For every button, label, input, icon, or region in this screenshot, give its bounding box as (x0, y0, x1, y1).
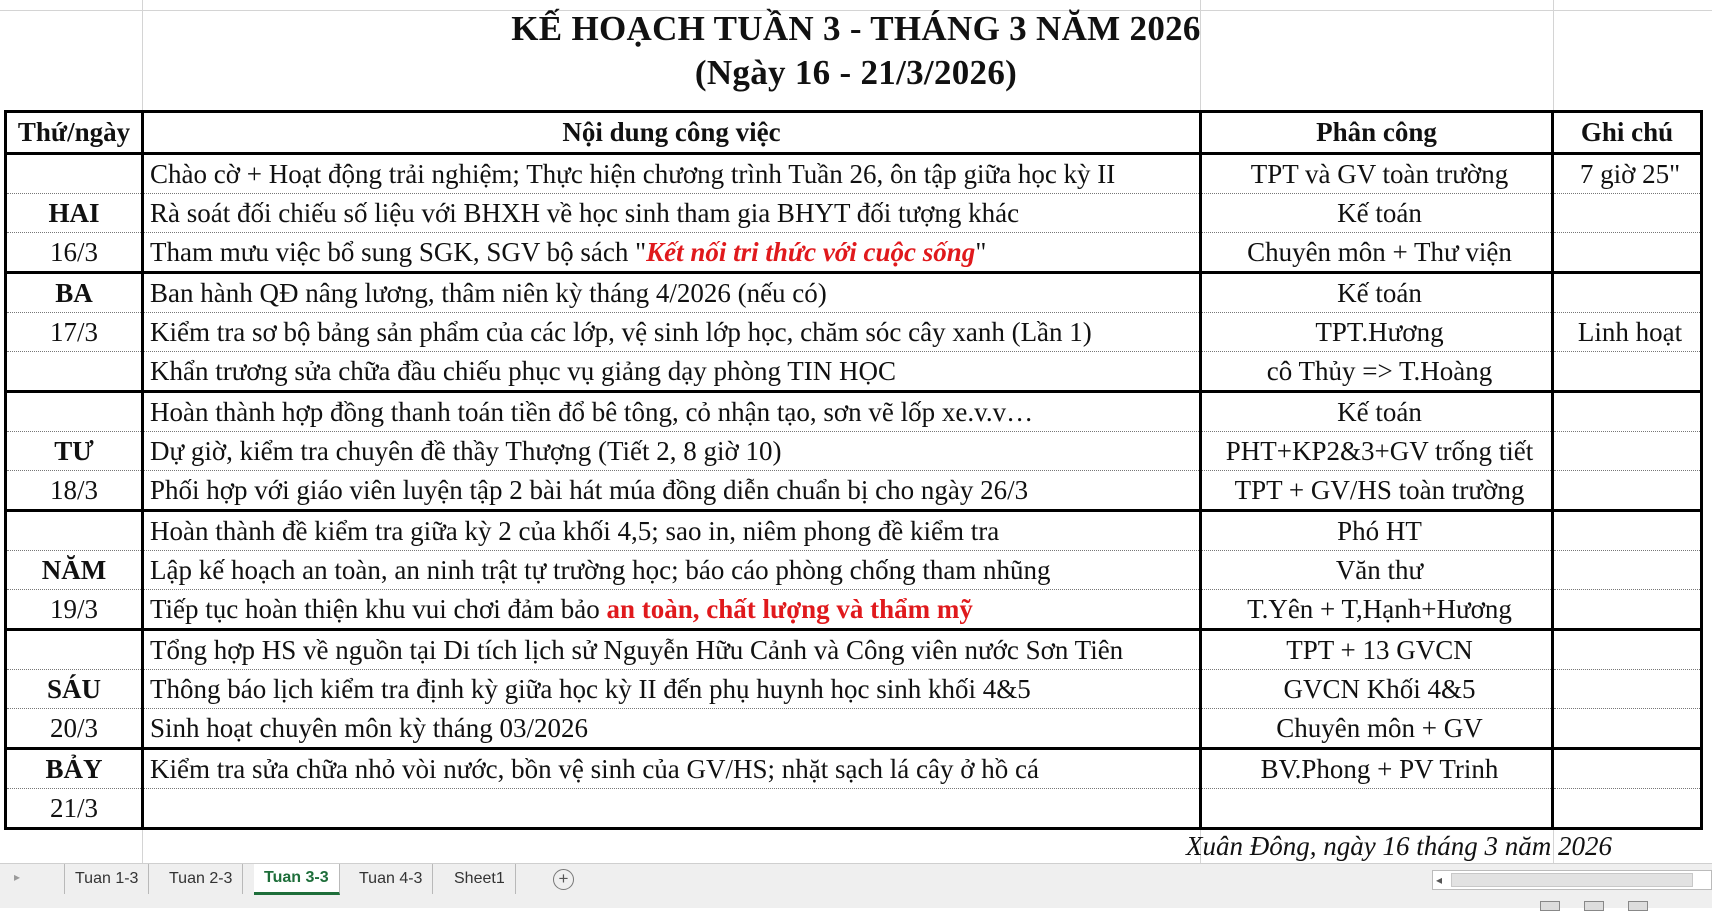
task-cell[interactable]: Hoàn thành hợp đồng thanh toán tiền đổ bê tông, cỏ nhận tạo, sơn vẽ lốp xe.v.v… (143, 392, 1201, 432)
day-date[interactable]: 19/3 (6, 590, 143, 630)
scroll-left-icon[interactable]: ◂ (1436, 873, 1443, 887)
day-cell[interactable] (6, 630, 143, 670)
assignee-cell[interactable]: Kế toán (1201, 392, 1553, 432)
note-cell[interactable] (1553, 511, 1702, 551)
sheet-tab-active[interactable]: Tuan 3-3 (254, 864, 340, 895)
table-row (6, 551, 1702, 590)
day-cell[interactable] (6, 392, 143, 432)
task-cell[interactable]: Kiểm tra sửa chữa nhỏ vòi nước, bồn vệ sinh của GV/HS; nhặt sạch lá cây ở hồ cá (143, 749, 1201, 789)
note-cell[interactable] (1553, 194, 1702, 233)
table-row (6, 392, 1702, 432)
note-cell[interactable] (1553, 590, 1702, 630)
table-row (6, 313, 1702, 352)
normal-view-icon[interactable] (1540, 901, 1560, 911)
table-row (6, 273, 1702, 313)
sheet-tab[interactable]: Tuan 1-3 (64, 864, 149, 894)
note-cell[interactable] (1553, 709, 1702, 749)
table-row (6, 709, 1702, 749)
task-cell[interactable] (143, 590, 1201, 630)
task-cell[interactable]: Ban hành QĐ nâng lương, thâm niên kỳ tháng 4/2026 (nếu có) (143, 273, 1201, 313)
task-cell[interactable]: Rà soát đối chiếu số liệu với BHXH về học sinh tham gia BHYT đối tượng khác (143, 194, 1201, 233)
note-cell[interactable] (1553, 233, 1702, 273)
day-name[interactable]: NĂM (6, 551, 143, 590)
day-date[interactable]: 16/3 (6, 233, 143, 273)
table-header-row (6, 112, 1702, 154)
assignee-cell[interactable]: Văn thư (1201, 551, 1553, 590)
assignee-cell[interactable]: Phó HT (1201, 511, 1553, 551)
assignee-cell[interactable]: TPT + 13 GVCN (1201, 630, 1553, 670)
note-cell[interactable] (1553, 670, 1702, 709)
assignee-cell[interactable]: TPT và GV toàn trường (1201, 154, 1553, 194)
assignee-cell[interactable]: PHT+KP2&3+GV trống tiết (1201, 432, 1553, 471)
task-cell[interactable]: Tổng hợp HS về nguồn tại Di tích lịch sử Nguyễn Hữu Cảnh và Công viên nước Sơn Tiên (143, 630, 1201, 670)
day-name[interactable]: BẢY (6, 749, 143, 789)
task-cell[interactable]: Khẩn trương sửa chữa đầu chiếu phục vụ giảng dạy phòng TIN HỌC (143, 352, 1201, 392)
assignee-cell[interactable]: BV.Phong + PV Trinh (1201, 749, 1553, 789)
table-row (6, 194, 1702, 233)
table-row (6, 511, 1702, 551)
task-text: Tiếp tục hoàn thiện khu vui chơi đảm bảo (150, 593, 607, 624)
note-cell[interactable]: 7 giờ 25" (1553, 154, 1702, 194)
task-cell[interactable]: Dự giờ, kiểm tra chuyên đề thầy Thượng (Tiết 2, 8 giờ 10) (143, 432, 1201, 471)
horizontal-scrollbar[interactable] (1432, 870, 1712, 890)
signoff-place-date: Xuân Đông, ngày 16 tháng 3 năm 2026 (1186, 831, 1612, 861)
task-text: Tham mưu việc bổ sung SGK, SGV bộ sách " (150, 236, 647, 267)
note-cell[interactable] (1553, 551, 1702, 590)
note-cell[interactable] (1553, 432, 1702, 471)
assignee-cell[interactable]: TPT.Hương (1201, 313, 1553, 352)
day-date[interactable]: 17/3 (6, 313, 143, 352)
plan-title: KẾ HOẠCH TUẦN 3 - THÁNG 3 NĂM 2026 (511, 9, 1201, 48)
header-day[interactable]: Thứ/ngày (6, 112, 143, 154)
task-cell[interactable]: Thông báo lịch kiểm tra định kỳ giữa học kỳ II đến phụ huynh học sinh khối 4&5 (143, 670, 1201, 709)
plan-date-range: (Ngày 16 - 21/3/2026) (694, 53, 1018, 92)
day-date[interactable]: 21/3 (6, 789, 143, 829)
note-cell[interactable] (1553, 273, 1702, 313)
note-cell[interactable] (1553, 392, 1702, 432)
table-row (6, 432, 1702, 471)
day-date[interactable]: 20/3 (6, 709, 143, 749)
day-cell[interactable] (6, 511, 143, 551)
table-row (6, 670, 1702, 709)
table-row (6, 789, 1702, 829)
sheet-tab-bar (0, 863, 1712, 908)
header-note[interactable]: Ghi chú (1553, 112, 1702, 154)
scrollbar-thumb[interactable] (1451, 873, 1693, 887)
page-break-view-icon[interactable] (1628, 901, 1648, 911)
task-cell[interactable]: Phối hợp với giáo viên luyện tập 2 bài hát múa đồng diễn chuẩn bị cho ngày 26/3 (143, 471, 1201, 511)
task-cell[interactable]: Hoàn thành đề kiểm tra giữa kỳ 2 của khối 4,5; sao in, niêm phong đề kiểm tra (143, 511, 1201, 551)
sheet-tab[interactable]: Tuan 4-3 (349, 864, 433, 894)
sheet-tab[interactable]: Tuan 2-3 (159, 864, 243, 894)
task-cell[interactable]: Kiểm tra sơ bộ bảng sản phẩm của các lớp, vệ sinh lớp học, chăm sóc cây xanh (Lần 1) (143, 313, 1201, 352)
note-cell[interactable] (1553, 471, 1702, 511)
table-row (6, 471, 1702, 511)
sheet-tab[interactable]: Sheet1 (444, 864, 516, 894)
table-row (6, 154, 1702, 194)
day-name[interactable]: TƯ (6, 432, 143, 471)
day-name[interactable]: SÁU (6, 670, 143, 709)
page-layout-view-icon[interactable] (1584, 901, 1604, 911)
table-row (6, 590, 1702, 630)
note-cell[interactable] (1553, 352, 1702, 392)
plan-table (4, 110, 1703, 830)
assignee-cell[interactable]: Chuyên môn + Thư viện (1201, 233, 1553, 273)
task-cell[interactable]: Sinh hoạt chuyên môn kỳ tháng 03/2026 (143, 709, 1201, 749)
note-cell[interactable] (1553, 789, 1702, 829)
note-cell[interactable] (1553, 749, 1702, 789)
task-cell[interactable]: Chào cờ + Hoạt động trải nghiệm; Thực hiện chương trình Tuần 26, ôn tập giữa học kỳ II (143, 154, 1201, 194)
assignee-cell[interactable]: T.Yên + T,Hạnh+Hương (1201, 590, 1553, 630)
assignee-cell[interactable]: TPT + GV/HS toàn trường (1201, 471, 1553, 511)
header-assignee[interactable]: Phân công (1201, 112, 1553, 154)
task-text: " (975, 236, 987, 267)
day-name[interactable]: HAI (6, 194, 143, 233)
assignee-cell[interactable]: GVCN Khối 4&5 (1201, 670, 1553, 709)
note-cell[interactable] (1553, 630, 1702, 670)
assignee-cell[interactable]: cô Thủy => T.Hoàng (1201, 352, 1553, 392)
assignee-cell[interactable] (1201, 789, 1553, 829)
book-series-highlight: Kết nối tri thức với cuộc sống (646, 236, 976, 267)
sheet-scroll-left-icon[interactable]: ▸ (14, 870, 21, 884)
safety-quality-highlight: an toàn, chất lượng và thẩm mỹ (606, 593, 973, 624)
table-row (6, 630, 1702, 670)
task-cell[interactable] (143, 233, 1201, 273)
day-cell[interactable] (6, 154, 143, 194)
day-date[interactable]: 18/3 (6, 471, 143, 511)
assignee-cell[interactable]: Kế toán (1201, 194, 1553, 233)
day-cell[interactable] (6, 352, 143, 392)
table-row (6, 233, 1702, 273)
assignee-cell[interactable]: Kế toán (1201, 273, 1553, 313)
table-row (6, 352, 1702, 392)
table-row (6, 749, 1702, 789)
header-content[interactable]: Nội dung công việc (143, 112, 1201, 154)
day-name[interactable]: BA (6, 273, 143, 313)
plus-circle-icon[interactable]: + (553, 869, 574, 890)
note-cell[interactable]: Linh hoạt (1553, 313, 1702, 352)
view-mode-buttons (1540, 898, 1672, 908)
assignee-cell[interactable]: Chuyên môn + GV (1201, 709, 1553, 749)
task-cell[interactable]: Lập kế hoạch an toàn, an ninh trật tự trường học; báo cáo phòng chống tham nhũng (143, 551, 1201, 590)
task-cell[interactable] (143, 789, 1201, 829)
